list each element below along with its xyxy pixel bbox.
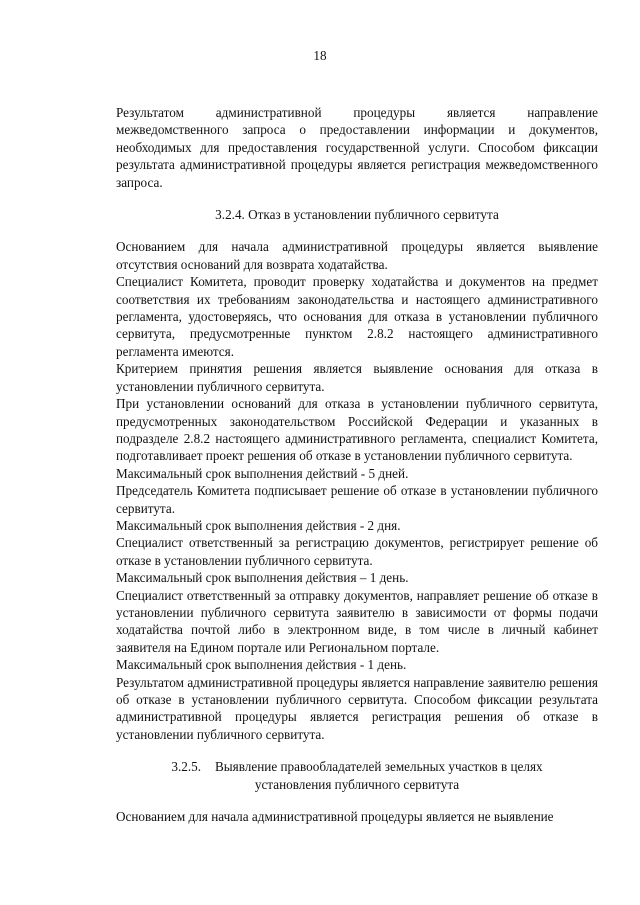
paragraph: Основанием для начала административной процедуры является не выявление bbox=[116, 809, 554, 825]
paragraph: Результатом административной процедуры является направление межведомственного запроса о предоставлении информации и документов, необходимых для предоставления государственной услуги. Способом фиксации результата административной процедуры является регистрация межведомственного запроса. bbox=[116, 105, 598, 190]
paragraph: Специалист ответственный за отправку документов, направляет решение об отказе в установлении публичного сервитута заявителю в зависимости от формы подачи ходатайства почтой либо в электронном виде, в том числе в личный кабинет заявителя на Едином портале или Региональном портале. bbox=[116, 587, 598, 655]
paragraph: Максимальный срок выполнения действия – 1 день. bbox=[116, 570, 409, 586]
document-body bbox=[116, 104, 598, 825]
paragraph: Председатель Комитета подписывает решение об отказе в установлении публичного сервитута. bbox=[116, 483, 598, 516]
paragraph: Специалист ответственный за регистрацию документов, регистрирует решение об отказе в установлении публичного сервитута. bbox=[116, 535, 598, 568]
section-number: 3.2.5. bbox=[171, 759, 202, 775]
section-title-line-2: установления публичного сервитута bbox=[254, 776, 460, 792]
paragraph: Максимальный срок выполнения действия - 2 дня. bbox=[116, 517, 401, 533]
paragraph: Специалист Комитета, проводит проверку ходатайства и документов на предмет соответствия их требованиям законодательства и настоящего административного регламента, удостоверяясь, что основания для отказа в установлении публичного сервитута, предусмотренные пунктом 2.8.2 настоящего административного регламента имеются. bbox=[116, 274, 598, 359]
section-heading-3-2-5 bbox=[116, 758, 598, 793]
section-heading-3-2-4: 3.2.4. Отказ в установлении публичного сервитута bbox=[215, 207, 499, 223]
section-title-line-1: Выявление правообладателей земельных участков в целях bbox=[215, 759, 543, 775]
page-number: 18 bbox=[313, 48, 327, 63]
paragraph: Критерием принятия решения является выявление основания для отказа в установлении публичного сервитута. bbox=[116, 361, 598, 394]
paragraph: Результатом административной процедуры является направление заявителю решения об отказе в установлении публичного сервитута. Способом фиксации результата административной процедуры является регистрация решения об отказе в установлении публичного сервитута. bbox=[116, 674, 598, 742]
paragraph: Максимальный срок выполнения действий - 5 дней. bbox=[116, 465, 409, 481]
paragraph: Основанием для начала административной процедуры является выявление отсутствия оснований для возврата ходатайства. bbox=[116, 239, 598, 272]
paragraph: Максимальный срок выполнения действия - 1 день. bbox=[116, 657, 407, 673]
paragraph: При установлении оснований для отказа в установлении публичного сервитута, предусмотренных законодательством Российской Федерации и указанных в подразделе 2.8.2 настоящего административного регламента, специалист Комитета, подготавливает проект решения об отказе в установлении публичного сервитута. bbox=[116, 396, 598, 464]
